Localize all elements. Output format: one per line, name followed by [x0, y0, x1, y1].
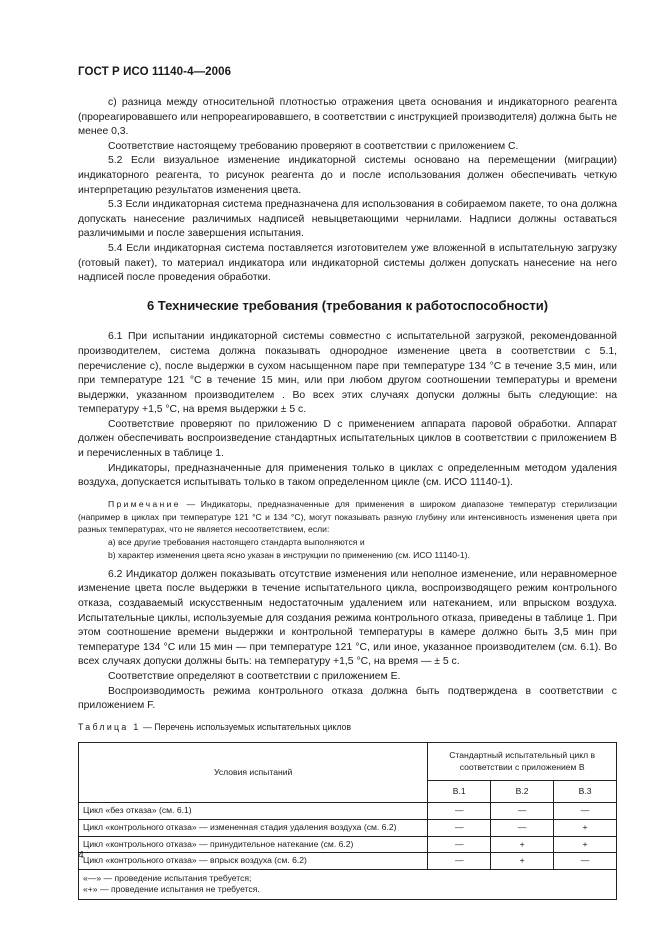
row-condition: Цикл «контрольного отказа» — измененная стадия удаления воздуха (см. 6.2) [79, 819, 428, 836]
paragraph-indicators: Индикаторы, предназначенные для применения только в циклах с определенным методом удаления воздуха, допускается испытывать только в таком определенном цикле (см. ИСО 11140-1). [78, 462, 617, 489]
paragraph-compliance-e: Соответствие определяют в соответствии с приложением Е. [108, 670, 401, 682]
table-caption-label: Таблица 1 [78, 721, 141, 732]
table-row [79, 819, 617, 836]
paragraph-compliance-d: Соответствие проверяют по приложению D с применением аппарата паровой обработки. Аппарат должен обеспечивать воспроизведение стандартных испытательных циклов в соответствии с приложением В и перечисленных в таблице 1. [78, 418, 617, 460]
table-footnotes-row [79, 869, 617, 899]
header-standard-cycle: Стандартный испытательный цикл в соответствии с приложением В [428, 743, 617, 781]
row-value: — [554, 853, 617, 870]
footnote-plus: «+» — проведение испытания не требуется. [83, 884, 260, 895]
paragraph-reproducibility-f: Воспроизводимость режима контрольного отказа должна быть подтверждена в соответствии с приложением F. [78, 685, 617, 712]
paragraph-5-3: 5.3 Если индикаторная система предназначена для использования в собираемом пакете, то она должна допускать нанесение различимых надписей невыцветающими чернилами. Надписи должны оставаться различимыми и после завершения испытания. [78, 199, 617, 240]
row-value: + [554, 836, 617, 853]
test-cycles-table [78, 742, 617, 900]
document-header: ГОСТ Р ИСО 11140-4—2006 [78, 66, 232, 78]
section-title: 6 Технические требования (требования к работоспособности) [146, 297, 549, 313]
row-value: + [491, 853, 554, 870]
page-content [78, 96, 617, 900]
row-value: — [428, 836, 491, 853]
paragraph-6-1: 6.1 При испытании индикаторной системы совместно с испытательной загрузкой, рекомендованной производителем, система должна показывать однородное изменение цвета в соответствии с 5.1, перечисление с), после выдержки в сухом насыщенном паре при температуре 134 °С в течение 3,5 мин, или при температуре 121 °С в течение 15 мин, или при любом другом соотношении температуры и времени выдержки, указанном производителем . Во всех этих случаях допуски должны быть следующие: на температуру +1,5 °С, на время выдержки ± 5 с. [78, 331, 617, 416]
paragraph-compliance-c: Соответствие настоящему требованию проверяют в соответствии с приложением С. [108, 140, 519, 152]
row-condition: Цикл «без отказа» (см. 6.1) [79, 803, 428, 820]
paragraph-5-4: 5.4 Если индикаторная система поставляется изготовителем уже вложенной в испытательную загрузку (готовый пакет), то материал индикатора или индикаторной системы должен допускать нанесение на него надписей после проведения обработки. [78, 242, 617, 284]
page-number: 4 [78, 849, 84, 861]
header-b3: В.3 [554, 781, 617, 803]
note-item-a: а) все другие требования настоящего стандарта выполняются и [108, 537, 365, 548]
table-row [79, 803, 617, 820]
table-caption [78, 720, 617, 735]
row-value: + [491, 836, 554, 853]
row-value: — [491, 819, 554, 836]
paragraph-6-2: 6.2 Индикатор должен показывать отсутствие изменения или неполное изменение, или неравномерное изменение цвета после выдержки в течение испытательного цикла, воспроизводящего режим контрольного отказа, создаваемый искусственным недостаточным удалением или натеканием, или впрыском воздуха. Испытательные циклы, используемые для создания режима контрольного отказа, приведены в таблице 1. При этом соотношение времени выдержки и контрольной температуры в камере должно быть 3,5 мин при температуре 134 °С или 15 мин — при температуре 121 °С, или иное, указанное производителем (см. 6.1). Во всех случаях допуски должны быть: на температуру +1,5 °С, на время — ± 5 с. [78, 568, 617, 668]
table-row [79, 836, 617, 853]
row-value: — [428, 819, 491, 836]
row-value: — [428, 803, 491, 820]
note-label: Примечание [108, 498, 181, 509]
row-value: + [554, 819, 617, 836]
footnote-dash: «—» — проведение испытания требуется; [83, 872, 252, 883]
row-value: — [554, 803, 617, 820]
row-value: — [428, 853, 491, 870]
header-b2: В.2 [491, 781, 554, 803]
table-caption-text: — Перечень используемых испытательных циклов [140, 721, 352, 732]
paragraph-5-2: 5.2 Если визуальное изменение индикаторной системы основано на перемещении (миграции) индикаторного реагента, то рисунок реагента до и после использования должен обеспечивать четкую интерпретацию результатов изменения цвета. [78, 155, 617, 196]
table-row [79, 853, 617, 870]
row-value: — [491, 803, 554, 820]
note [78, 498, 617, 536]
note-item-b: b) характер изменения цвета ясно указан в инструкции по применению (см. ИСО 11140-1). [108, 550, 470, 561]
header-conditions: Условия испытаний [79, 743, 428, 803]
header-b1: В.1 [428, 781, 491, 803]
row-condition: Цикл «контрольного отказа» — принудительное натекание (см. 6.2) [79, 836, 428, 853]
note-text: — Индикаторы, предназначенные для применения в широком диапазоне температур стерилизации (например в циклах при температуре 121 °С и 134 °С), могут показывать разную глубину или интенсивность изменения цвета при разных температурах, что не является несоответствием, если: [78, 498, 617, 535]
paragraph-5-1-c: с) разница между относительной плотностью отражения цвета основания и индикаторного реагента (прореагировавшего или непрореагировавшего, в соответствии с инструкцией производителя) должна быть не менее 0,3. [78, 97, 617, 138]
row-condition: Цикл «контрольного отказа» — впрыск воздуха (см. 6.2) [79, 853, 428, 870]
table-footnotes [79, 869, 617, 899]
